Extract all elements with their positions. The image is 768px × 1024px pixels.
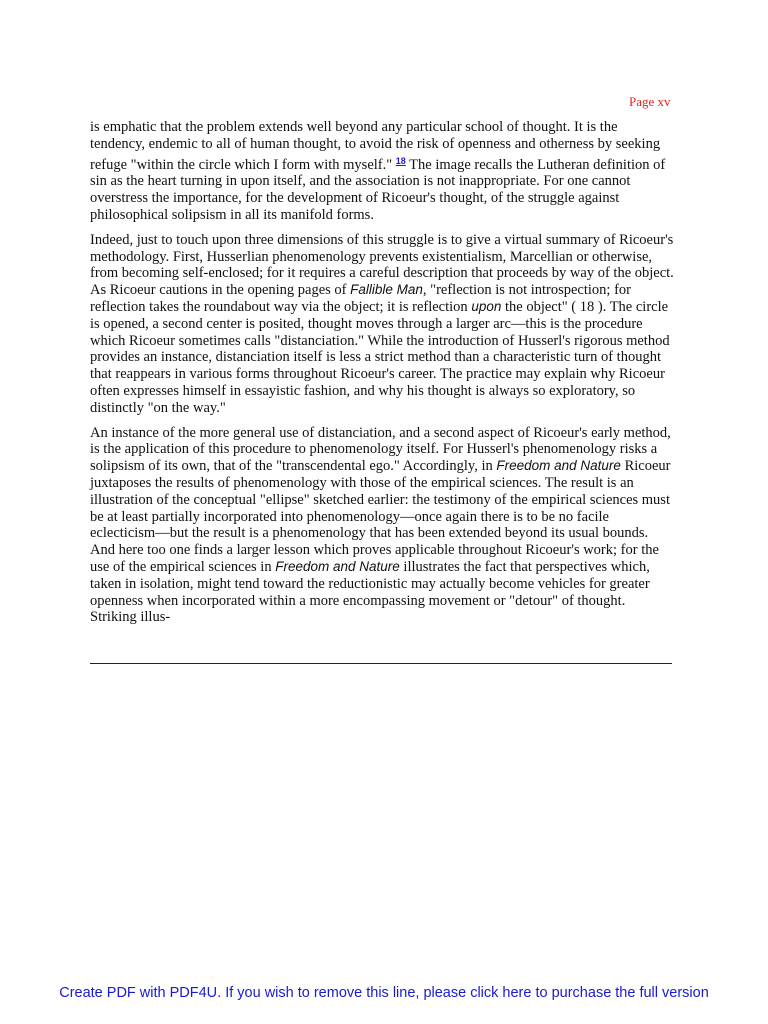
text-run: , "reflection is not introspection; for reflection takes the roundabout way via the object; it is reflection: [90, 282, 631, 315]
text-run: the object" ( 18 ). The circle is opened, a second center is posited, thought moves through a larger arc—this is the procedure which Ricoeur sometimes calls "distanciation." While the introduction of Husserl's rigorous method provides an instance, distanciation itself is less a strict method than a characteristic turn of thought that reappears in various forms throughout Ricoeur's career. The practice may explain why Ricoeur often expresses himself in essayistic fashion, and why his thought is always so exploratory, so distinctly "on the way.": [90, 298, 670, 416]
book-title-freedom-and-nature: Freedom and Nature: [496, 458, 621, 474]
paragraph-2: [90, 232, 674, 417]
text-run: is emphatic that the problem extends well beyond any particular school of thought. It is the tendency, endemic to all of human thought, to avoid the risk of openness and otherness by seeking refuge "within the circle which I form with myself.": [90, 119, 661, 173]
footnote-link-18[interactable]: 18: [395, 155, 406, 166]
text-run: Indeed, just to touch upon three dimensions of this struggle is to give a virtual summary of Ricoeur's methodology. First, Husserlian phenomenology prevents existentialism, Marcellian or otherwise, from becoming self-enclosed; for it requires a careful description that proceeds by way of the object. As Ricoeur cautions in the opening pages of: [90, 231, 674, 299]
body-text: [90, 119, 674, 626]
text-run: illustrates the fact that perspectives which, taken in isolation, might tend toward the reductionistic may actually become vehicles for greater openness when incorporated within a more encompassing movement or "detour" of thought. Striking illus-: [90, 558, 650, 626]
book-title-freedom-and-nature: Freedom and Nature: [275, 558, 400, 574]
pdf4u-purchase-banner-link[interactable]: Create PDF with PDF4U. If you wish to remove this line, please click here to purchase the full version: [59, 985, 709, 1001]
page-number: Page xv: [629, 94, 671, 109]
page-end-rule: [90, 663, 672, 664]
text-run: An instance of the more general use of distanciation, and a second aspect of Ricoeur's early method, is the application of this procedure to phenomenology itself. For Husserl's phenomenology risks a solipsism of its own, that of the "transcendental ego." Accordingly, in: [90, 424, 671, 475]
book-title-fallible-man: Fallible Man: [350, 282, 423, 298]
emphasis-upon: upon: [471, 298, 502, 314]
paragraph-3: [90, 425, 674, 627]
text-run: The image recalls the Lutheran definition of sin as the heart turning in upon itself, and the association is not inappropriate. For one cannot overstress the importance, for the development of Ricoeur's thought, of the struggle against philosophical solipsism in all its manifold forms.: [90, 156, 666, 223]
text-run: Ricoeur juxtaposes the results of phenomenology with those of the empirical sciences. The result is an illustration of the conceptual "ellipse" sketched earlier: the testimony of the empirical sciences must be at least partially incorporated into phenomenology—once again there is to be no facile eclecticism—but the result is a phenomenology that has been extended beyond its usual bounds. And here too one finds a larger lesson which proves applicable throughout Ricoeur's work; for the use of the empirical sciences in: [90, 458, 671, 575]
paragraph-1: [90, 119, 674, 224]
